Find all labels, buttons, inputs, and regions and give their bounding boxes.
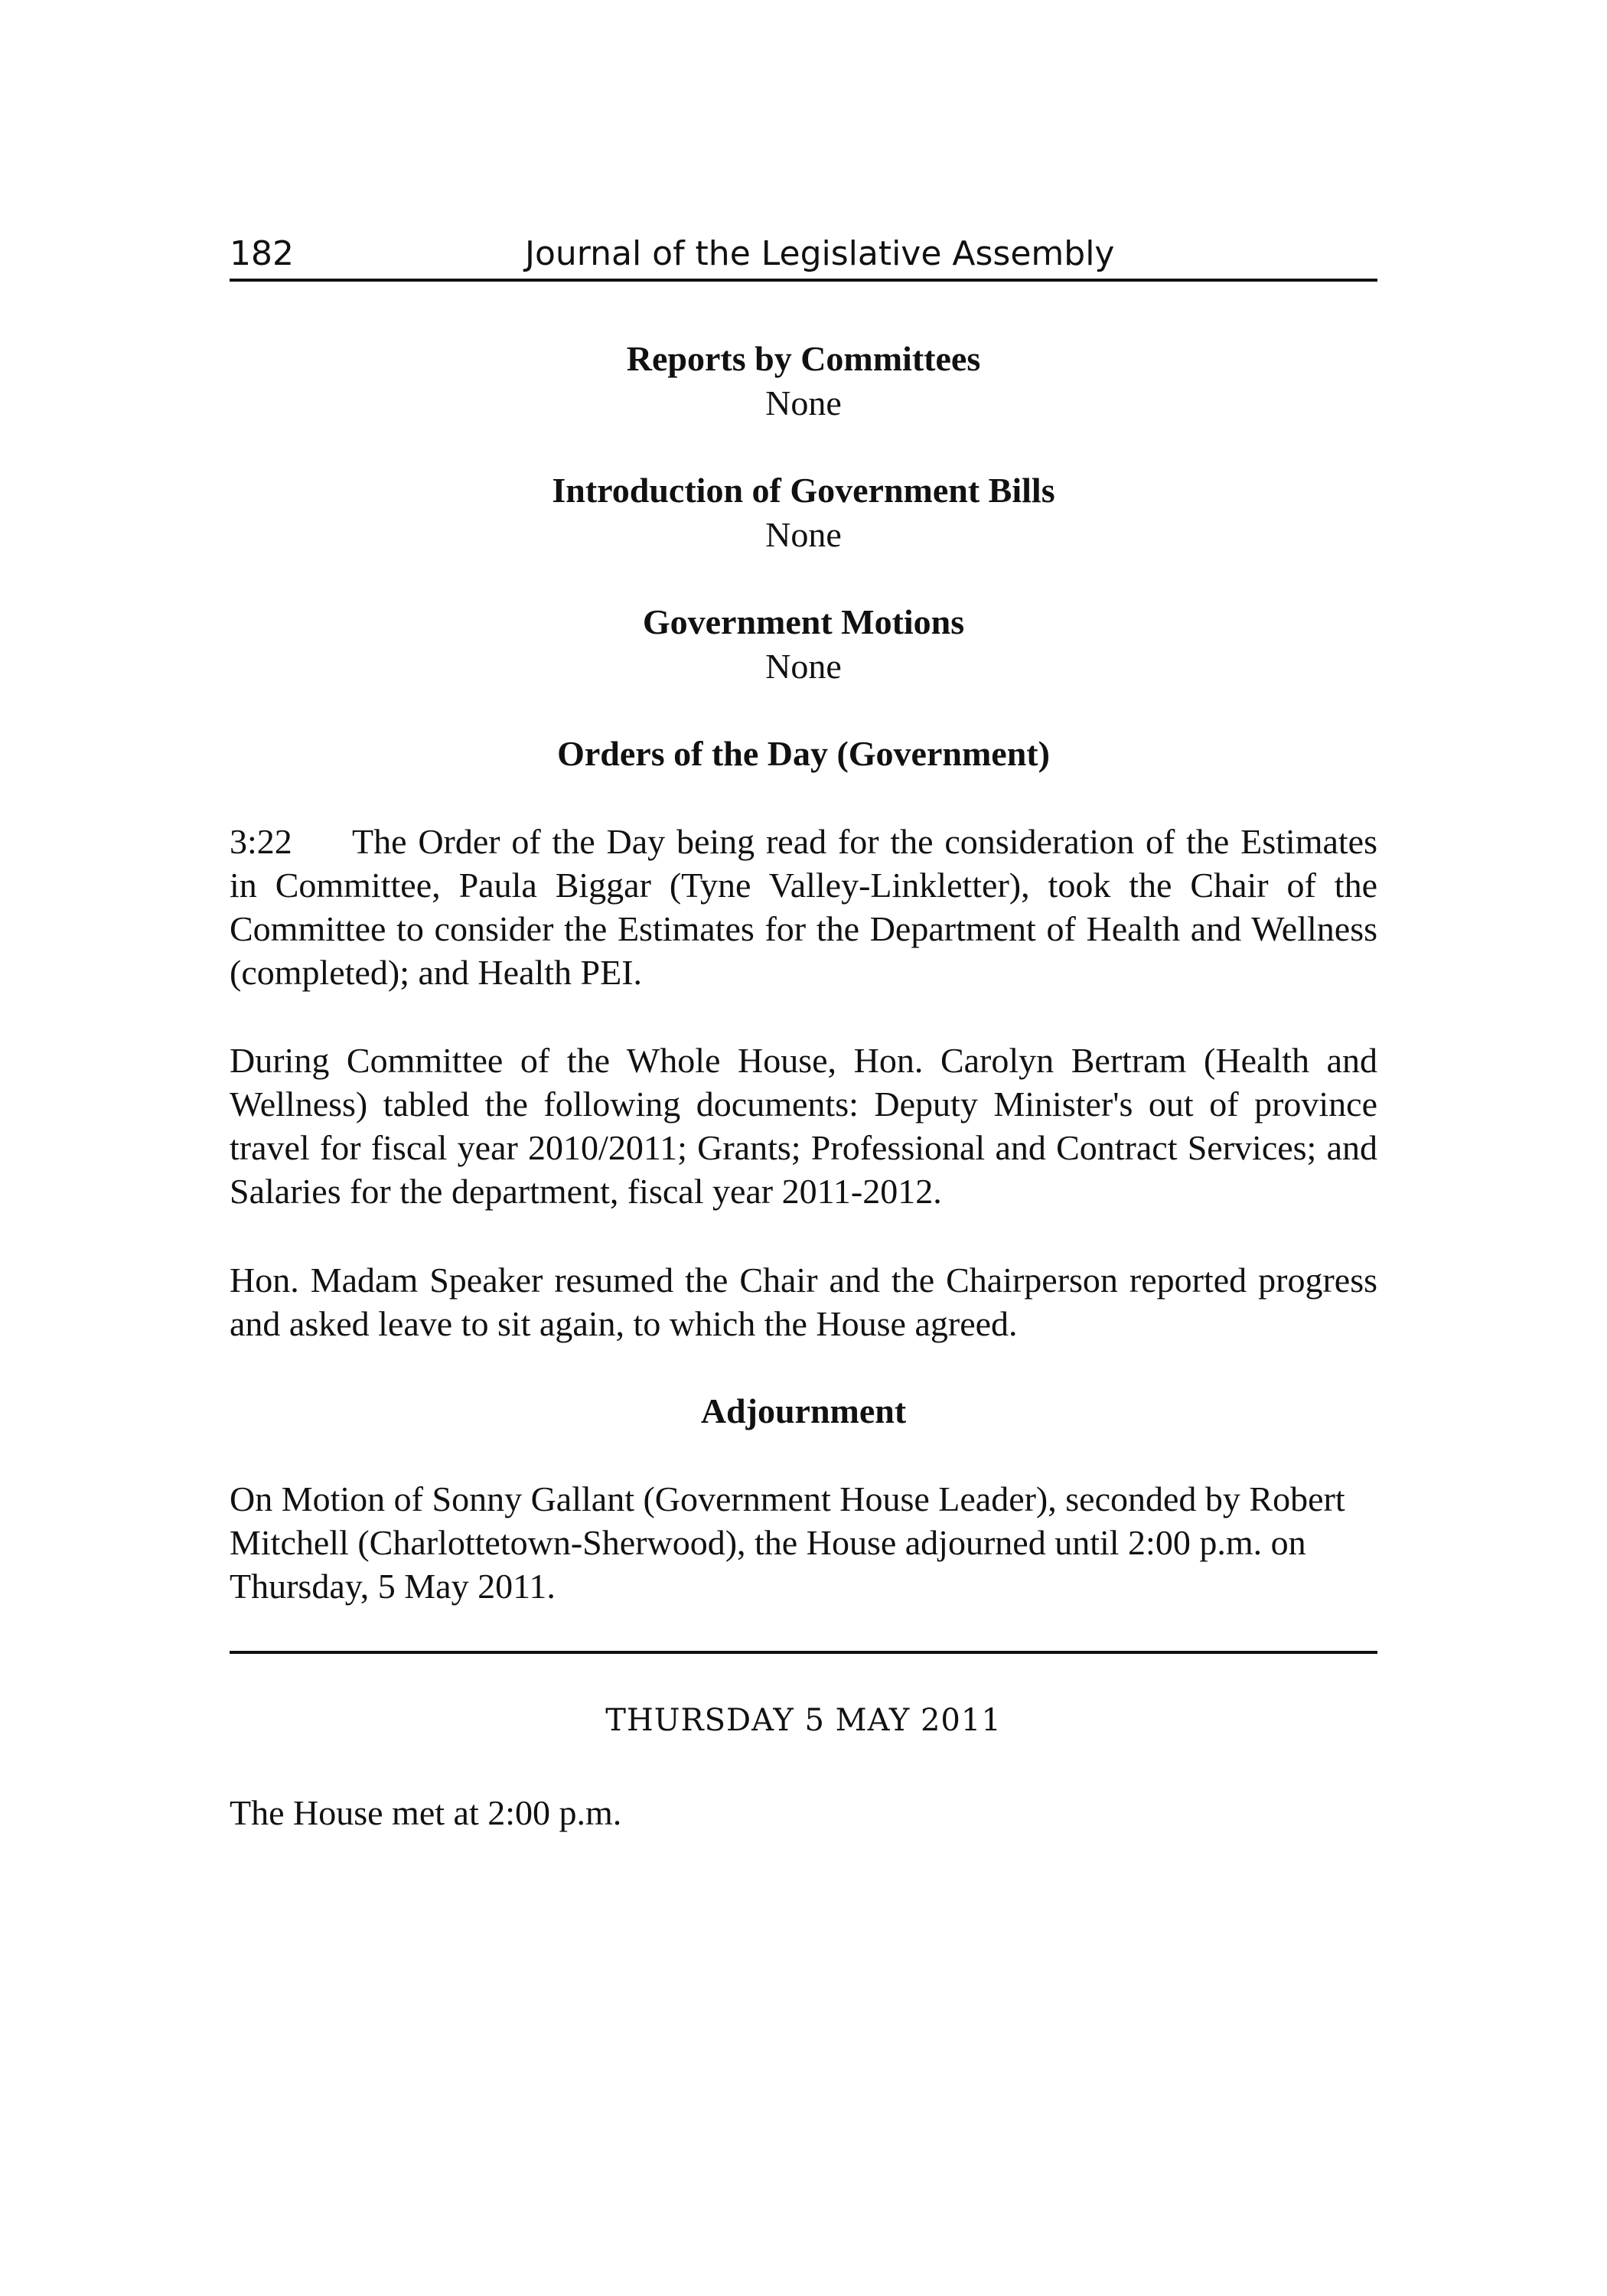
section-body: None — [765, 515, 842, 554]
section-government-motions — [230, 600, 1377, 689]
running-title: Journal of the Legislative Assembly — [525, 234, 1115, 273]
section-heading: Government Motions — [642, 602, 965, 641]
paragraph-text: Hon. Madam Speaker resumed the Chair and the Chairperson reported progress and asked leave to sit again, to which the House agreed. — [230, 1261, 1377, 1343]
section-heading: Introduction of Government Bills — [552, 471, 1055, 510]
paragraph-text: The Order of the Day being read for the consideration of the Estimates in Committee, Paula Biggar (Tyne Valley-Linkletter), took the Chair of the Committee to consider the Estimates for the Department of Health and Wellness (completed); and Health PEI. — [230, 822, 1377, 992]
paragraph-text: During Committee of the Whole House, Hon. Carolyn Bertram (Health and Wellness) tabled the following documents: Deputy Minister's out of province travel for fiscal year 2010/2011; Grants; Professional and Contract Services; and Salaries for the department, fiscal year 2011-2012. — [230, 1041, 1377, 1211]
section-heading: Orders of the Day (Government) — [557, 734, 1050, 773]
section-introduction-of-government-bills — [230, 468, 1377, 557]
section-divider — [230, 1651, 1377, 1654]
section-heading: Adjournment — [700, 1391, 907, 1430]
section-heading: Reports by Committees — [626, 339, 981, 378]
page-number: 182 — [230, 234, 294, 273]
orders-paragraph-2 — [230, 1039, 1377, 1213]
house-met-line — [230, 1791, 1377, 1835]
section-reports-by-committees — [230, 337, 1377, 426]
adjournment-paragraph — [230, 1477, 1377, 1608]
orders-paragraph-3 — [230, 1258, 1377, 1345]
paragraph-text: The House met at 2:00 p.m. — [230, 1793, 622, 1832]
page-header — [230, 230, 1377, 282]
section-adjournment — [230, 1389, 1377, 1433]
section-orders-of-the-day — [230, 732, 1377, 776]
section-body: None — [765, 383, 842, 422]
orders-paragraph-1 — [230, 820, 1377, 994]
section-body: None — [765, 647, 842, 686]
paragraph-text: On Motion of Sonny Gallant (Government House Leader), seconded by Robert Mitchell (Charlottetown-Sherwood), the House adjourned until 2:00 p.m. on Thursday, 5 May 2011. — [230, 1479, 1345, 1606]
entry-time: 3:22 — [230, 822, 292, 861]
sitting-date: THURSDAY 5 MAY 2011 — [605, 1703, 1002, 1738]
